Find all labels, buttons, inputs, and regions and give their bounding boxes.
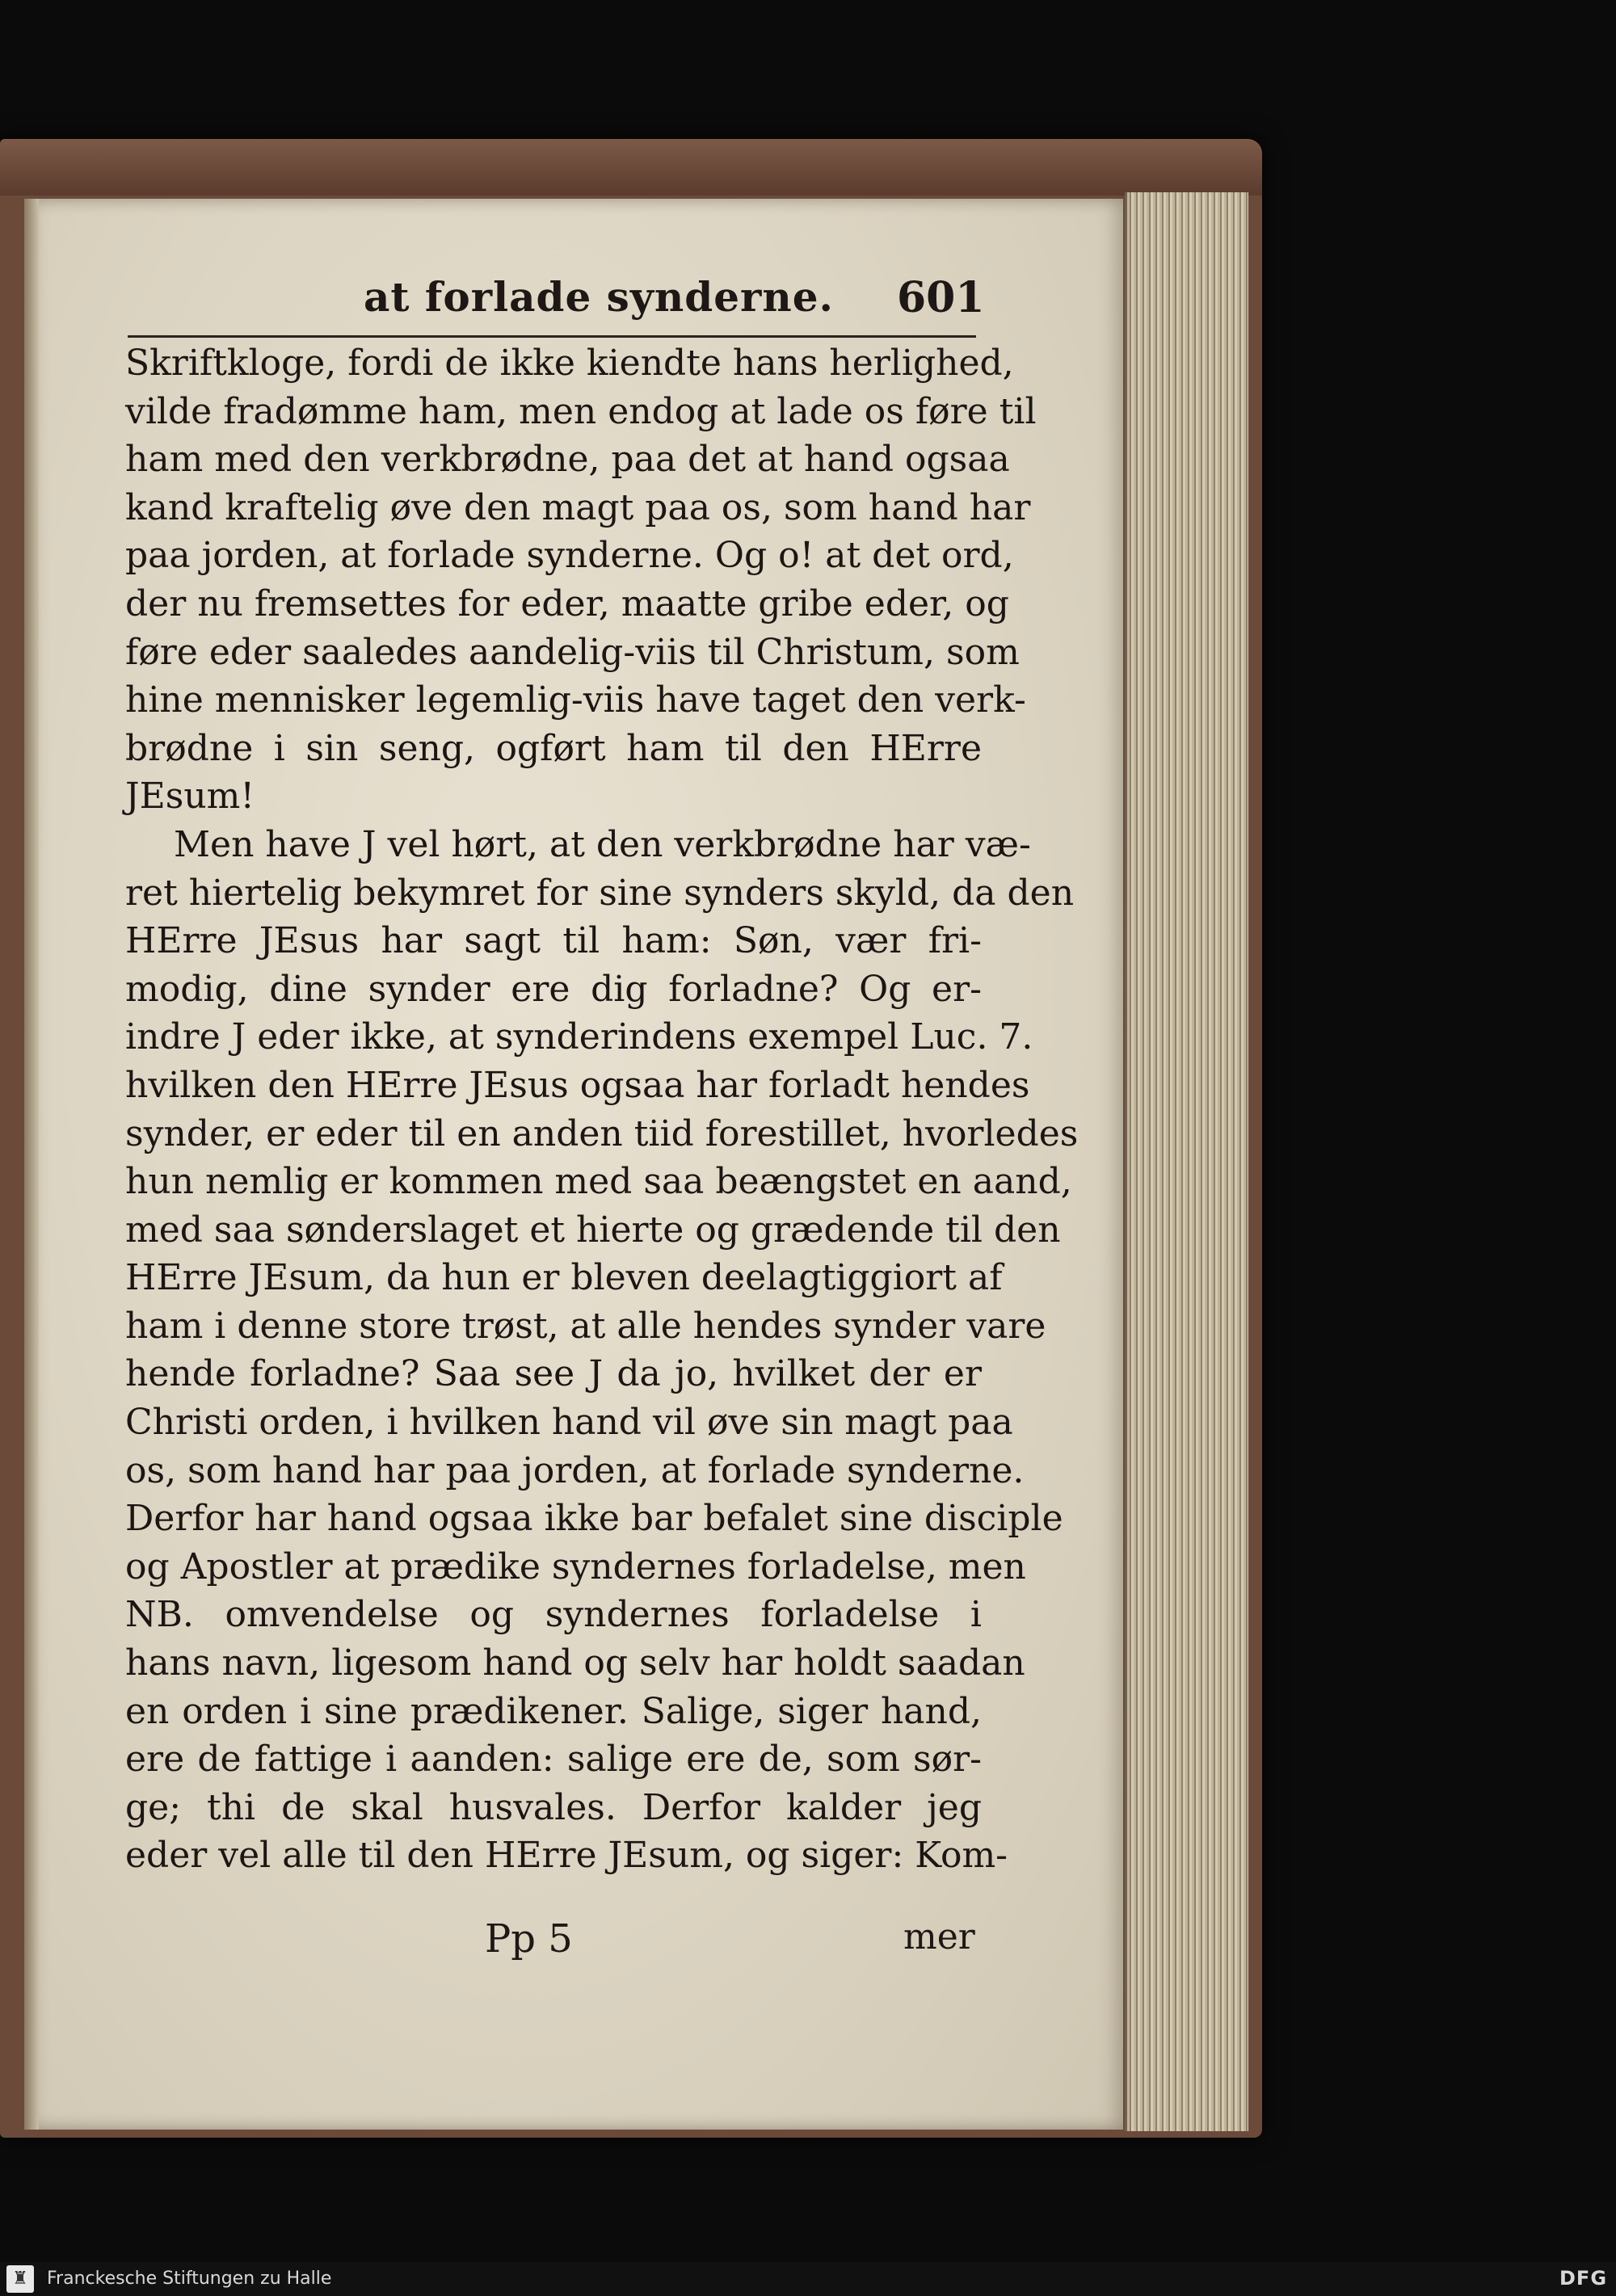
text-line: NB. omvendelse og syndernes forladelse i (125, 1594, 982, 1636)
text-line: hans navn, ligesom hand og selv har holdt saadan (125, 1642, 1025, 1684)
text-line: med saa sønderslaget et hierte og grædende til den (125, 1209, 1061, 1251)
text-line: eder vel alle til den HErre JEsum, og siger: Kom- (125, 1835, 1008, 1877)
text-line: ge; thi de skal husvales. Derfor kalder jeg (125, 1786, 982, 1828)
text-line: ham i denne store trøst, at alle hendes synder vare (125, 1305, 1046, 1347)
text-line: Skriftkloge, fordi de ikke kiendte hans herlighed, (125, 343, 1014, 384)
text-line: HErre JEsus har sagt til ham: Søn, vær fri- (125, 920, 982, 962)
book-top-edge (0, 139, 1262, 196)
text-line: hvilken den HErre JEsus ogsaa har forladt hendes (125, 1064, 1030, 1106)
text-line: kand kraftelig øve den magt paa os, som hand har (125, 486, 1031, 528)
text-line: Derfor har hand ogsaa ikke bar befalet sine disciple (125, 1498, 1063, 1540)
text-line: vilde fradømme ham, men endog at lade os føre til (125, 390, 1037, 432)
body-text (125, 339, 1079, 1880)
text-line: ham med den verkbrødne, paa det at hand ogsaa (125, 439, 1010, 481)
signature-mark: Pp 5 (485, 1916, 573, 1962)
institution-name: Franckesche Stiftungen zu Halle (47, 2269, 332, 2289)
text-line: hun nemlig er kommen med saa beængstet en aand, (125, 1161, 1072, 1203)
text-line: og Apostler at prædike syndernes forladelse, men (125, 1545, 1026, 1587)
text-line: ret hiertelig bekymret for sine synders skyld, da den (125, 872, 1075, 914)
text-line: os, som hand har paa jorden, at forlade synderne. (125, 1449, 1025, 1491)
text-line: HErre JEsum, da hun er bleven deelagtiggiort af (125, 1257, 1003, 1299)
catchword: mer (903, 1916, 975, 1957)
page-gutter (24, 199, 39, 2130)
text-line: synder, er eder til en anden tiid forestillet, hvorledes (125, 1112, 1079, 1154)
running-head: at forlade synderne. (364, 273, 834, 321)
text-line: føre eder saaledes aandelig-viis til Christum, som (125, 631, 1020, 673)
page-block-edges (1125, 192, 1248, 2131)
text-line: Christi orden, i hvilken hand vil øve sin magt paa (125, 1402, 1013, 1444)
institution-logo-icon: ♜ (6, 2265, 34, 2293)
text-line: ere de fattige i aanden: salige ere de, som sør- (125, 1739, 982, 1781)
page-number: 601 (897, 273, 985, 322)
text-line: hine mennisker legemlig-viis have taget den verk- (125, 679, 1026, 721)
text-line: paa jorden, at forlade synderne. Og o! at det ord, (125, 535, 1014, 577)
text-line: der nu fremsettes for eder, maatte gribe eder, og (125, 582, 1009, 624)
text-line: en orden i sine prædikener. Salige, siger hand, (125, 1690, 982, 1732)
text-line: indre J eder ikke, at synderindens exempel Luc. 7. (125, 1016, 1033, 1058)
text-line: modig, dine synder ere dig forladne? Og er- (125, 968, 982, 1010)
header-rule (128, 335, 976, 338)
dfg-logo: DFG (1559, 2267, 1608, 2290)
text-line: JEsum! (125, 776, 255, 818)
text-line: brødne i sin seng, ogført ham til den HErre (125, 727, 982, 769)
text-line: hende forladne? Saa see J da jo, hvilket der er (125, 1353, 982, 1395)
text-line: Men have J vel hørt, at den verkbrødne har væ- (174, 823, 1031, 865)
